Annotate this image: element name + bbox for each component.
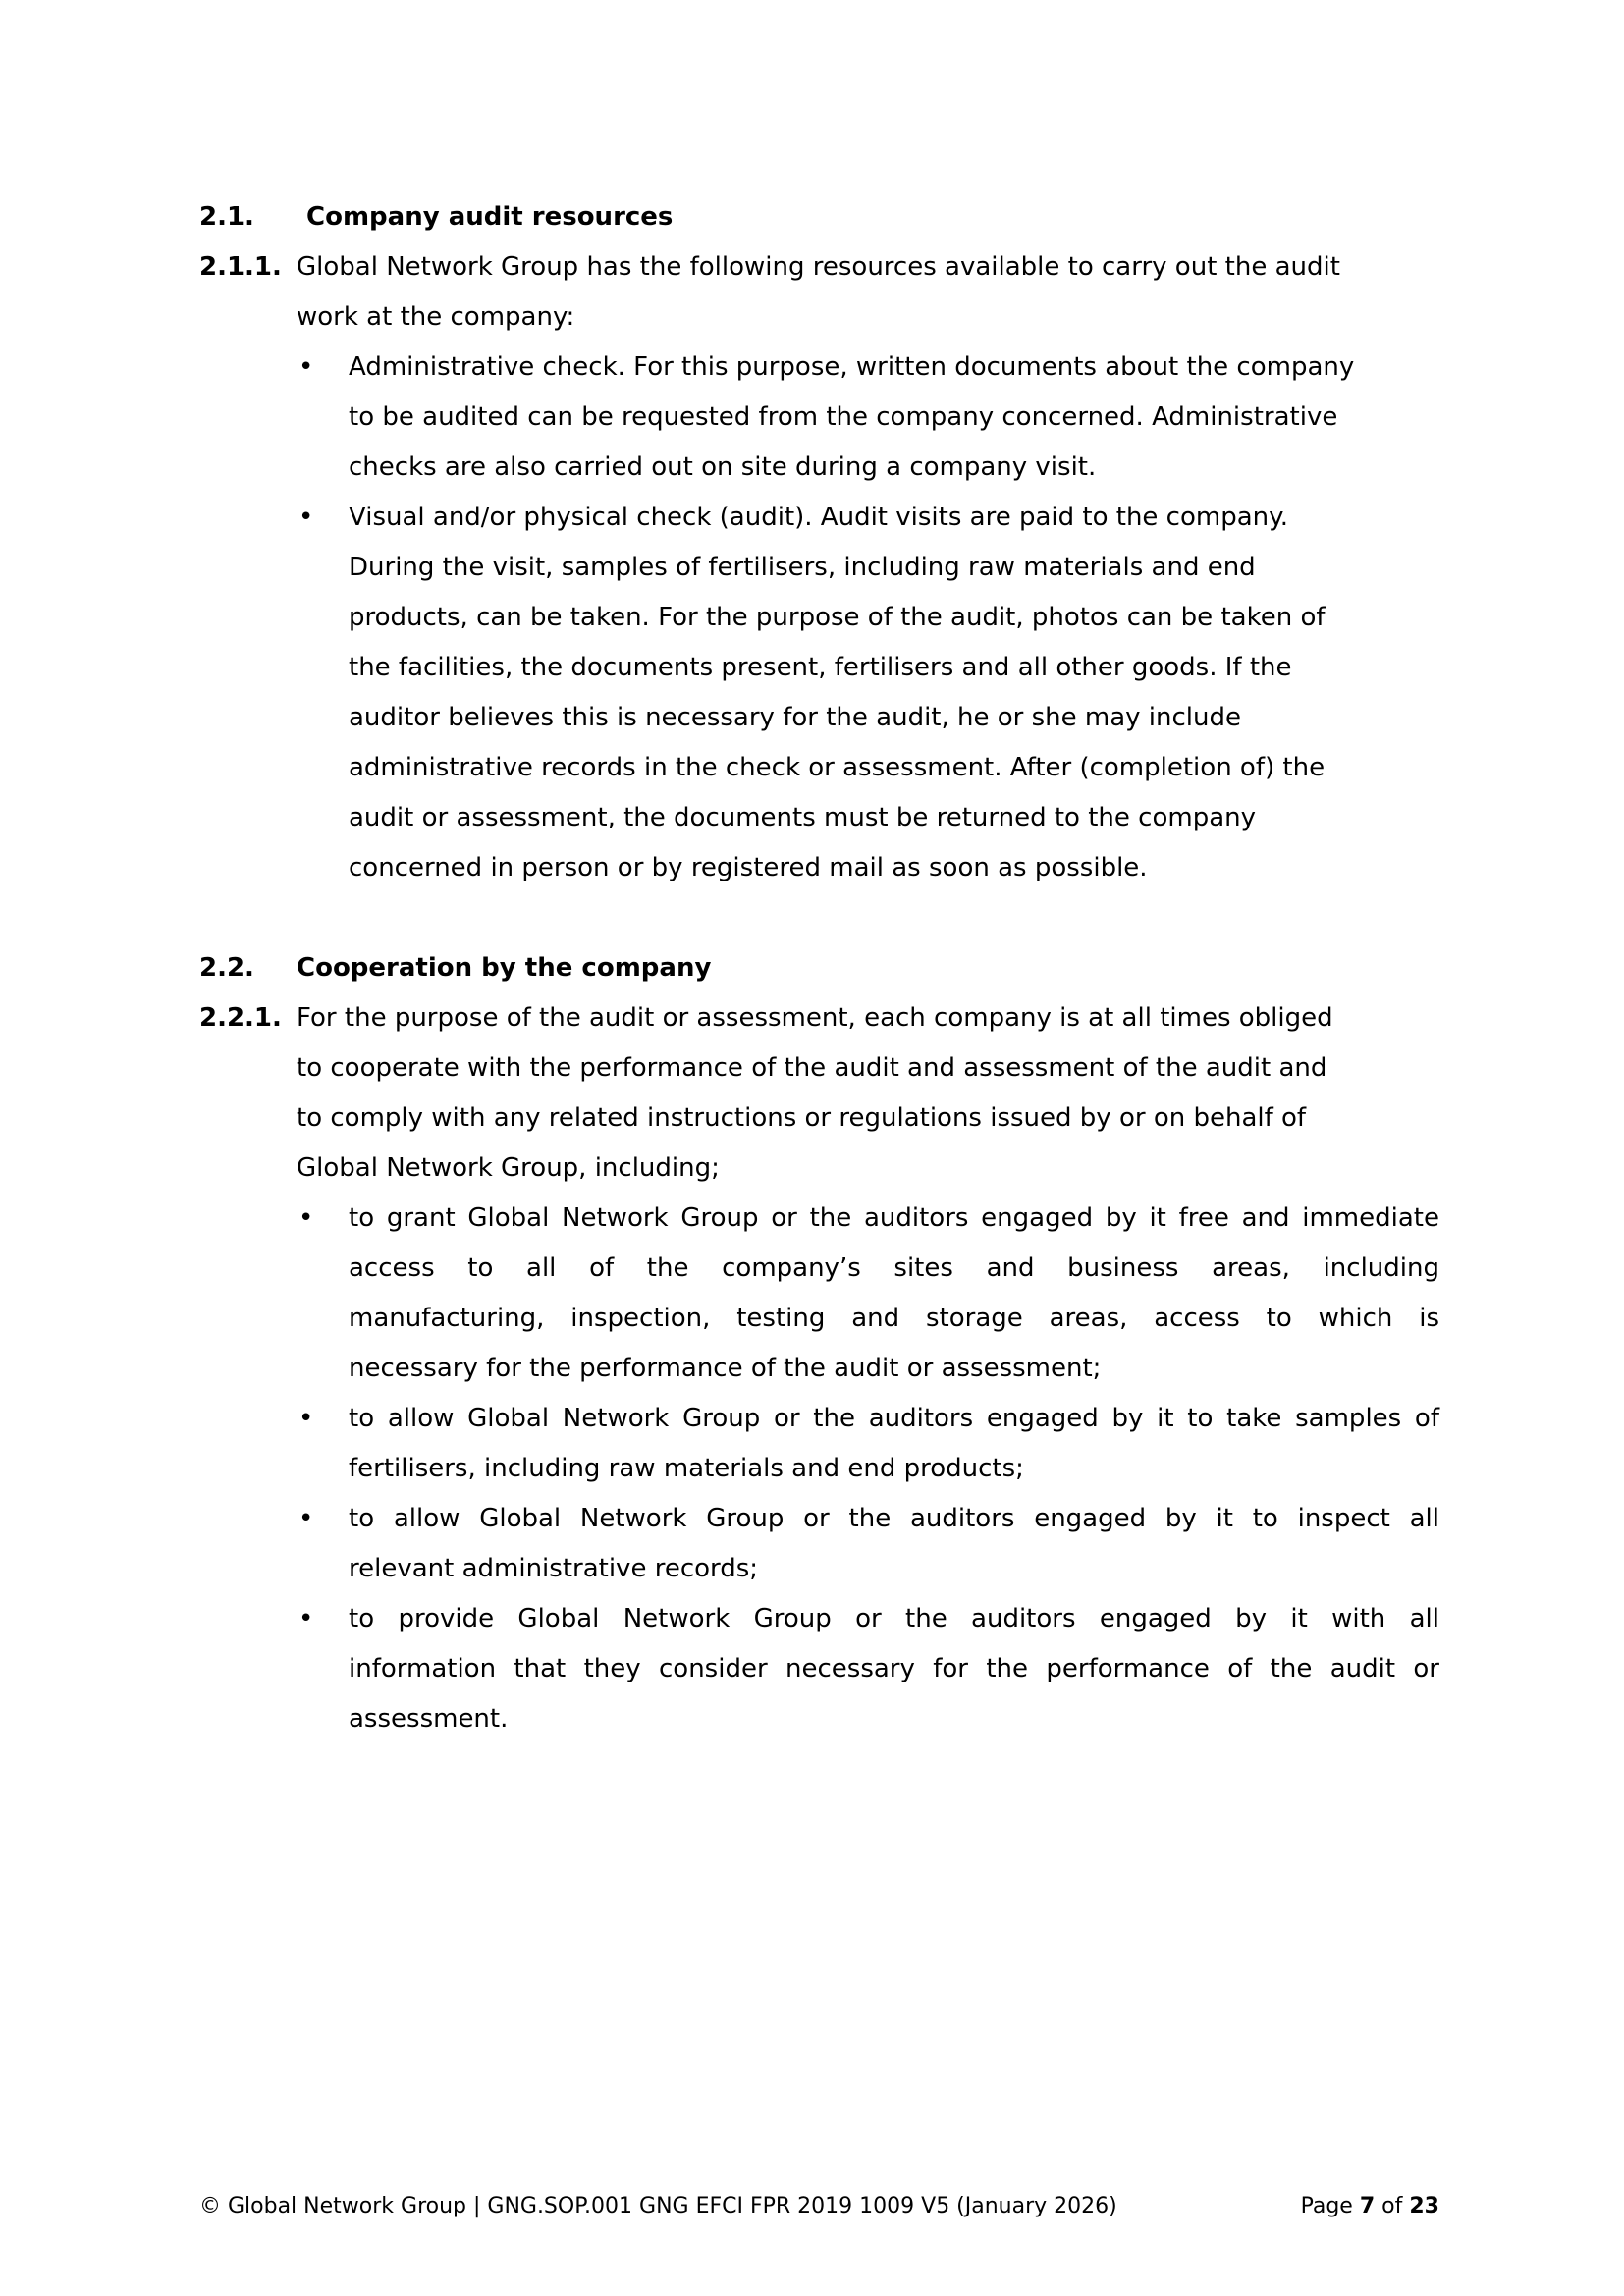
bullet-line: relevant administrative records; — [349, 1554, 759, 1583]
section-number: 2.1. — [199, 202, 254, 232]
document-body — [199, 192, 1439, 1744]
paragraph-body — [297, 993, 1439, 1744]
bullet-item — [297, 493, 1439, 893]
bullet-icon: • — [298, 1504, 314, 1533]
section-number: 2.2. — [199, 953, 254, 983]
paragraph-line: For the purpose of the audit or assessment, each company is at all times obliged — [297, 1003, 1333, 1033]
footer-copyright: © Global Network Group | GNG.SOP.001 GNG EFCI FPR 2019 1009 V5 (January 2026) — [199, 2194, 1117, 2218]
numbered-paragraph — [199, 242, 1439, 893]
paragraph-line: to cooperate with the performance of the audit and assessment of the audit and — [297, 1053, 1327, 1083]
paragraph-line: to comply with any related instructions or regulations issued by or on behalf of — [297, 1103, 1307, 1133]
bullet-line: assessment. — [349, 1704, 509, 1734]
bullet-line: access to all of the company’s sites and business areas, including — [349, 1254, 1439, 1283]
bullet-icon: • — [298, 1203, 314, 1233]
paragraph-number: 2.1.1. — [199, 252, 282, 282]
bullet-line: to provide Global Network Group or the auditors engaged by it with all — [349, 1604, 1439, 1633]
bullet-line: manufacturing, inspection, testing and storage areas, access to which is — [349, 1304, 1439, 1333]
paragraph-line: work at the company: — [297, 302, 575, 332]
bullet-line: administrative records in the check or assessment. After (completion of) the — [349, 753, 1326, 782]
bullet-line: concerned in person or by registered mail as soon as possible. — [349, 853, 1148, 882]
bullet-text — [349, 1594, 1439, 1744]
bullet-line: to allow Global Network Group or the auditors engaged by it to take samples of — [349, 1404, 1439, 1433]
bullet-line: necessary for the performance of the audit or assessment; — [349, 1354, 1102, 1383]
bullet-item — [297, 343, 1439, 493]
bullet-line: checks are also carried out on site during a company visit. — [349, 453, 1097, 482]
bullet-icon: • — [298, 352, 314, 382]
bullet-item — [297, 1594, 1439, 1744]
bullet-line: to allow Global Network Group or the auditors engaged by it to inspect all — [349, 1504, 1439, 1533]
bullet-line: to grant Global Network Group or the auditors engaged by it free and immediate — [349, 1203, 1439, 1233]
bullet-line: information that they consider necessary for the performance of the audit or — [349, 1654, 1439, 1683]
bullet-line: the facilities, the documents present, fertilisers and all other goods. If the — [349, 653, 1292, 682]
paragraph-number: 2.2.1. — [199, 1003, 282, 1033]
numbered-paragraph — [199, 993, 1439, 1744]
page-label: Page — [1300, 2194, 1353, 2218]
bullet-text — [349, 343, 1439, 493]
page-number — [1301, 2194, 1439, 2218]
section-heading — [199, 192, 1439, 242]
bullet-line: During the visit, samples of fertilisers, including raw materials and end — [349, 553, 1256, 582]
page-footer — [199, 2194, 1439, 2218]
bullet-line: products, can be taken. For the purpose of the audit, photos can be taken of — [349, 603, 1326, 632]
bullet-item — [297, 1194, 1439, 1394]
paragraph-line: Global Network Group has the following resources available to carry out the audit — [297, 252, 1340, 282]
section-heading — [199, 943, 1439, 993]
bullet-icon: • — [298, 1604, 314, 1633]
bullet-text — [349, 1494, 1439, 1594]
bullet-line: Visual and/or physical check (audit). Audit visits are paid to the company. — [349, 503, 1289, 532]
bullet-item — [297, 1394, 1439, 1494]
page-of: of — [1381, 2194, 1403, 2218]
bullet-text — [349, 1194, 1439, 1394]
bullet-item — [297, 1494, 1439, 1594]
bullet-line: to be audited can be requested from the company concerned. Administrative — [349, 402, 1338, 432]
section-spacer — [199, 893, 1439, 943]
bullet-text — [349, 1394, 1439, 1494]
bullet-icon: • — [298, 503, 314, 532]
page-total: 23 — [1409, 2194, 1439, 2218]
bullet-text — [349, 493, 1439, 893]
bullet-icon: • — [298, 1404, 314, 1433]
section-title: Company audit resources — [306, 202, 674, 232]
section-title: Cooperation by the company — [297, 953, 712, 983]
page-current: 7 — [1359, 2194, 1376, 2218]
bullet-line: auditor believes this is necessary for the audit, he or she may include — [349, 703, 1242, 732]
bullet-line: fertilisers, including raw materials and end products; — [349, 1454, 1024, 1483]
bullet-line: audit or assessment, the documents must be returned to the company — [349, 803, 1256, 832]
paragraph-body — [297, 242, 1439, 893]
paragraph-line: Global Network Group, including; — [297, 1153, 720, 1183]
bullet-line: Administrative check. For this purpose, written documents about the company — [349, 352, 1355, 382]
